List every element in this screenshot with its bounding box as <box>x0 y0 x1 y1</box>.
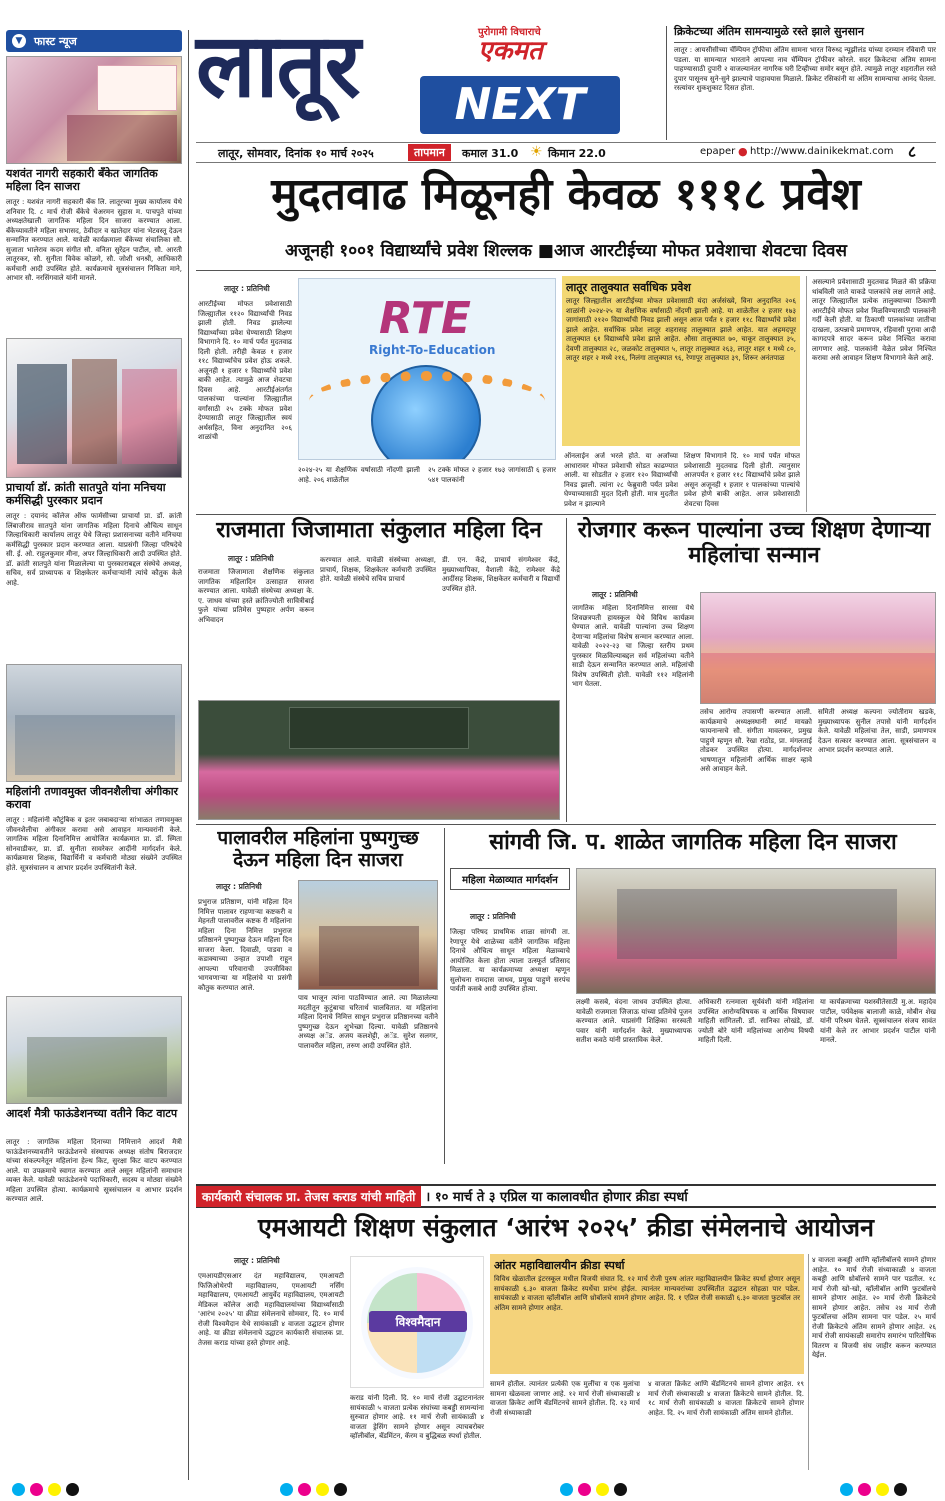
rte-title: RTE <box>379 293 471 344</box>
sidebar-photo-1 <box>6 56 182 164</box>
rojgar-col3: समिती अध्यक्ष कल्पना ज्योतीराम खडके, मुख्याध्यापक सुनील तपासे यांनी मार्गदर्शन केले. यावेळी महिलांचा तेल, साडी, प्रमाणपत्र देऊन सत्कार करण्यात आला. सूत्रसंचालन व आभार प्रदर्शन करण्यात आले. <box>818 708 936 754</box>
jijamata-byline: लातूर : प्रतिनिधी <box>228 554 274 563</box>
registration-mark <box>560 1483 573 1496</box>
sidebar-story2-body: लातूर : दयानंद कॉलेज ऑफ फार्मसीच्या प्राचार्या प्रा. डॉ. क्रांती लिंबाजीराव सातपुते यांना जागतिक महिला दिनाचे औचित्य साधून जिल्हाधिकारी कार्यालय लातूर येथे जिल्हा प्रशासनाच्या वतीने मनिचया कर्मसिद्धी पुरस्कार प्रदान करण्यात आला. याप्रसंगी जिल्हा परिषदेचे सी. ई. ओ. राहुलकुमार मीना, अपर जिल्हाधिकारी आदी उपस्थित होते. डॉ. क्रांती सातपुते यांना मिळालेल्या या पुरस्काराबद्दल संस्थेचे अध्यक्ष, सचिव, सर्व प्राध्यापक व शिक्षकेतर कर्मचाऱ्यांनी त्यांचे कौतुक केले आहे. <box>6 512 182 587</box>
sports-banner-text: । १० मार्च ते ३ एप्रिल या कालावधीत होणार क्रीडा स्पर्धा <box>425 1190 688 1205</box>
registration-mark <box>614 1483 627 1496</box>
pushpaguchha-headline: पालावरील महिलांना पुष्पगुच्छ देऊन महिला दिन साजरा <box>217 827 419 871</box>
sidebar-tag <box>6 30 182 52</box>
rte-subtitle: Right-To-Education <box>369 343 496 357</box>
rte-fact-box <box>562 276 800 446</box>
registration-mark <box>840 1483 853 1496</box>
registration-mark <box>280 1483 293 1496</box>
cricket-teaser-title: क्रिकेटच्या अंतिम सामन्यामुळे रस्ते झाले सुनसान <box>674 26 936 43</box>
rojgar-col2: तसेच आरोग्य तपासणी करण्यात आली. कार्यक्रमाचे अध्यक्षस्थानी स्मार्ट मायक्रो फायनान्सचे सौ. संगीता मावलकर, प्रमुख पाहुणे म्हणून सौ. रेखा राठोड, प्रा. मंगलताई तोडकर उपस्थित होत्या. मार्गदर्शनपर भाषणातून महिलांनी आर्थिक साक्षर व्हावे असे आवाहन केले. <box>700 708 812 773</box>
registration-mark <box>894 1483 907 1496</box>
masthead-next: NEXT <box>420 76 620 134</box>
rte-fact-box-body: लातूर जिल्ह्यातील आरटीईच्या मोफत प्रवेशासाठी यंदा अर्जसंख्ये, विना अनुदानित २०६ शाळांनी २०२४-२५ या शैक्षणिक वर्षासाठी नोंदणी झाली आहे. या शाळेतील २ हजार १७३ जागांसाठी २१२० विद्यार्थ्यांची निवड झाली असून आज पर्यंत १ हजार ११८ विद्यार्थ्यांचे प्रवेश झाले आहेत. सर्वाधिक प्रवेश लातूर शहरासह तालुक्यात झाले आहेत. यात अहमदपूर तालुक्यात ६१ विद्यार्थ्यांचे प्रवेश झाले आहेत. औसा तालुक्यात ७०, चाकूर तालुक्यात ३५, देवणी तालुक्यात २८, जळकोट तालुक्यात ५, लातूर तालुक्यात २६३, लातूर शहर १ मध्ये ८०, लातूर शहर २ मध्ये २१६, निलंगा तालुक्यात ९६, रेणापूर तालुक्यात ३९, शिरूर अनंतपाळ <box>566 297 796 362</box>
page-number: ८ <box>907 142 917 161</box>
sangvi-byline: लातूर : प्रतिनिधी <box>470 912 516 921</box>
sidebar-photo-3 <box>6 664 182 782</box>
sangvi-col4: या कार्यक्रमाच्या यशस्वीतेसाठी मु.अ. महादेव पाटील, पर्यवेक्षक बालाजी काळे, मोबीन शेख यांनी परिश्रम घेतले. सूत्रसंचालन संजय सावंत यांनी केले तर आभार प्रदर्शन पाटील यांनी मानले. <box>820 998 936 1044</box>
mit-col4: सामने होतील. त्यानंतर प्रत्येकी एक मुलींचा व एक मुलांचा सामना खेळवला जाणार आहे. १२ मार्च रोजी संध्याकाळी ४ वाजता क्रिकेट आणि बॅडमिंटनचे सामने होतील. दि. १३ मार्च रोजी संध्याकाळी <box>490 1380 640 1417</box>
cricket-teaser-body: लातूर : आयसीसीच्या चॅम्पियन ट्रॉफीचा अंतिम सामना भारत विरुध्द न्यूझीलंड यांच्या दरम्यान रविवारी पार पडला. या सामन्यात भारताने आपल्या नाव चॅम्पियन ट्रॉफीवर कोरले. सदर क्रिकेटचा अंतिम सामना पाहण्यासाठी दुपारी २ वाजल्यानंतर नागरिक घरी टिव्हीच्या समोर बसून होते. त्यामुळे लातूर शहरातील रस्ते दुपार पासूनच सुने-सुने झाल्याचे पाहावयास मिळाले. क्रिकेट रसिकांनी या अंतिम सामन्याचा आनंद घेतला. रस्त्यांवर शुकशुकाट दिसत होता. <box>674 46 936 92</box>
registration-mark <box>298 1483 311 1496</box>
sports-banner-red: कार्यकारी संचालक प्रा. तेजस कराड यांची माहिती <box>196 1186 421 1207</box>
jijamata-col3: डी. एन. केंद्रे, प्राचार्य संगमेश्वर केंद्रे, मुख्याध्यापिका, वैशाली केंद्रे, रामेश्वर केंद्रे आदींसह शिक्षक, शिक्षकेतर कर्मचारी व विद्यार्थी उपस्थित होते. <box>442 556 560 593</box>
temperature-max: कमाल 31.0 <box>462 147 519 160</box>
globe-icon: ● <box>738 145 748 158</box>
rojgar-photo <box>700 592 936 704</box>
sidebar-story3-body: लातूर : महिलांनी कौटुंबिक व इतर जबाबदाऱ्या सांभाळत तणावमुक्त जीवनशैलीचा अंगीकार करावा असे आवाहन मान्यवरांनी केले. जागतिक महिला दिनानिमित्त आयोजित कार्यक्रमात प्रा. डॉ. स्मिता सोनवाडीकर, प्रा. डॉ. सुनीता सावरेकर आदींनी मार्गदर्शन केले. कार्यक्रमास शिक्षक, विद्यार्थिनी व कर्मचारी मोठ्या संख्येने उपस्थित होते. सूत्रसंचालन व आभार प्रदर्शन उपस्थितांनी केले. <box>6 816 182 872</box>
rte-illustration <box>298 278 556 460</box>
registration-mark <box>30 1483 43 1496</box>
epaper-label: epaper <box>700 146 736 157</box>
registration-mark <box>48 1483 61 1496</box>
mit-col6: ४ वाजता कबड्डी आणि व्हॉलीबॉलचे सामने होणार आहेत. १० मार्च रोजी संध्याकाळी ४ वाजता कबड्डी आणि थ्रोबॉलचे सामने पार पडतील. १८ मार्च रोजी खो-खो, व्हॉलीबॉल आणि फुटबॉलचे सामने होणार आहेत. २० मार्च रोजी क्रिकेटचे सामने होणार आहेत. तसेच २४ मार्च रोजी फुटबॉलचा अंतिम सामना पार पडेल. २५ मार्च रोजी क्रिकेटचे अंतिम सामने होणार आहेत. २६ मार्च रोजी सायंकाळी समारोप समारंभ पारितोषिक वितरण व विजयी संघ जाहीर करून करण्यात येईल. <box>812 1256 936 1359</box>
lead-col6: असल्याने प्रवेशासाठी मुदतवाढ मिळते की प्रक्रिया थांबविली जाते याकडे पालकांचे लक्ष लागले आहे. लातूर जिल्ह्यातील प्रत्येक तालुक्याच्या ठिकाणी आरटीईचे मोफत प्रवेश मिळविण्यासाठी पालकांनी गर्दी केली होती. या ठिकाणी पालकांच्या जातीचा दाखला, उत्पन्नाचे प्रमाणपत्र, रहिवासी पुरावा आदी कागदपत्रे सादर करून प्रवेश निश्चित करावा लागणार आहे. पालकांनी वेळेत प्रवेश निश्चित करावा असे आवाहन शिक्षण विभागाने केले आहे. <box>812 278 936 362</box>
sangvi-headline: सांगवी जि. प. शाळेत जागतिक महिला दिन साजरा <box>489 830 897 855</box>
rojgar-byline: लातूर : प्रतिनिधी <box>592 590 638 599</box>
lead-col1: आरटीईच्या मोफत प्रवेशासाठी जिल्ह्यातील ११२० विद्यार्थ्यांची निवड झाली होती. निवड झालेल्या विद्यार्थ्यांच्या प्रवेश घेण्यासाठी शिक्षण विभागाने दि. १० मार्च पर्यंत मुदतवाढ दिली होती. तरीही केवळ १ हजार ११८ विद्यार्थ्यांचेच प्रवेश होऊ शकले. अजूनही १ हजार १ विद्यार्थ्यांचे प्रवेश बाकी आहेत. त्यामुळे आज शेवटचा दिवस आहे. आरटीईअंतर्गत पालकांच्या पाल्यांना जिल्ह्यातील वर्गांसाठी २५ टक्के मोफत प्रवेश देण्यासाठी लातूर जिल्ह्यातील स्वयं अर्थसहित, विना अनुदानित २०६ शाळांची <box>198 300 292 441</box>
lead-col3: २५ टक्के मोफत २ हजार १७३ जागांसाठी ६ हजार ५४१ पालकांनी <box>428 466 556 484</box>
pushpaguchha-col1: प्रभुराज प्रतिष्ठाण, यांनी महिला दिन निमित्त पालावर राहणाऱ्या कष्टकरी व मेहनती पालावरील कष्टक री महिलांना महिला दिना निमित्त प्रभुराज प्रतिष्ठानने पुष्पगुच्छ देऊन महिला दिन साजरा केला. दिवाळी, पाडवा व कडाक्याच्या उन्हात उपाशी राहून आपल्या परिवाराची उपजीविका भागवणाऱ्या या महिलांचे या प्रसंगी कौतुक करण्यात आले. <box>198 898 292 992</box>
pushpaguchha-byline: लातूर : प्रतिनिधी <box>216 882 262 891</box>
sidebar-photo-2 <box>6 338 182 478</box>
vishwamaidan-logo-text: विश्वमैदान <box>369 1311 467 1332</box>
sidebar-story4-body: लातूर : जागतिक महिला दिनाच्या निमित्ताने आदर्श मैत्री फाऊंडेशनच्यावतीने फाऊंडेशनचे संस्थापक अध्यक्ष संतोष बिराजदार यांच्या संकल्पनेतून महिलांना हेल्थ किट, सुरक्षा किट वाटप करण्यात आले. या उपक्रमाचे स्वागत करण्यात आले असून महिलांनी समाधान व्यक्त केले. यावेळी फाऊंडेशनचे पदाधिकारी, सदस्य व मोठ्या संख्येने महिला उपस्थित होत्या. कार्यक्रमाचे सूत्रसंचालन व आभार प्रदर्शन करण्यात आले. <box>6 1138 182 1203</box>
intercollegiate-box-body: विविध खेळातील इंटरस्कूल मधील विजयी संघात दि. १२ मार्च रोजी पुरुष आंतर महाविद्यालयीन क्रिकेट स्पर्धा होणार असून सायंकाळी ६.३० वाजता क्रिकेट स्पर्धेचा प्रारंभ होईल. त्यानंतर मान्यवरांच्या उपस्थितीत उद्घाटन सोहळा पार पडेल. सायंकाळी ४ वाजता व्हॉलीबॉल आणि थ्रोबॉलचे सामने होणार आहेत. दि. १ एप्रिल रोजी सकाळी ६.३० वाजता फुटबॉल तर अंतिम सामने होणार आहेत. <box>494 1275 800 1312</box>
registration-mark <box>316 1483 329 1496</box>
sun-icon: ☀ <box>530 144 543 160</box>
lead-col5: शिक्षण विभागाने दि. १० मार्च पर्यंत मोफत प्रवेशासाठी मुदतवाढ दिली होती. त्यानुसार आजपर्यंत १ हजार ११८ विद्यार्थ्यांचे प्रवेश झाले असून अजूनही १ हजार १ पालकांच्या पाल्यांचे प्रवेश होणे बाकी आहेत. आज प्रवेशासाठी शेवटचा दिवस <box>684 452 800 508</box>
sangvi-photo <box>576 868 936 994</box>
sangvi-col1: जिल्हा परिषद प्राथमिक शाळा सांगवी ता. रेणापूर येथे शाळेच्या वतीने जागतिक महिला दिनाचे औचित्य साधून महिला मेळाव्याचे आयोजित केला होता त्याला उत्स्फूर्त प्रतिसाद मिळाला. या कार्यक्रमाच्या अध्यक्षा म्हणून सुलोचना रामदास जाधव, प्रमुख पाहुणे सरपंच पार्वती कसबे आदी उपस्थित होत्या. <box>450 928 570 993</box>
lead-subhead: अजूनही १००१ विद्यार्थ्यांचे प्रवेश शिल्लक ■आज आरटीईच्या मोफत प्रवेशाचा शेवटचा दिवस <box>285 241 847 261</box>
mit-col2: कराड यांनी दिली. दि. १० मार्च रोजी उद्घाटनानंतर सायंकाळी ५ वाजता प्रत्येक संघांच्या कबड्डी सामन्यांना सुरुवात होणार आहे. ११ मार्च रोजी सायंकाळी ४ वाजता ड्रेसिंग सामने होणार असून त्याचबरोबर व्हॉलीबॉल, बॅडमिंटन, कॅरम व बुद्धिबळ स्पर्धा होतील. <box>350 1394 484 1440</box>
fast-news-icon: ▼ <box>12 34 26 48</box>
rte-fact-box-title: लातूर तालुक्यात सर्वाधिक प्रवेश <box>566 281 691 294</box>
sangvi-subbox: महिला मेळाव्यात मार्गदर्शन <box>450 868 570 890</box>
pushpaguchha-photo <box>298 880 438 990</box>
sports-banner <box>196 1184 936 1208</box>
sidebar-story3-title: महिलांनी तणावमुक्त जीवनशैलीचा अंगीकार करावा <box>6 785 179 811</box>
sidebar-story4-title: आदर्श मैत्री फाऊंडेशनच्या वतीने किट वाटप <box>6 1107 178 1120</box>
website-link[interactable]: http://www.dainikekmat.com <box>750 146 894 157</box>
vishwamaidan-logo <box>350 1256 484 1388</box>
registration-mark <box>596 1483 609 1496</box>
mit-col1: एमआयडीएसआर दंत महाविद्यालय, एमआयटी फिजिओथेरपी महाविद्यालय, एमआयटी नर्सिंग महाविद्यालय, एमआयटी आयुर्वेद महाविद्यालय, एमआयटी मेडिकल कॉलेज आदी महाविद्यालयांच्या विद्यार्थ्यांसाठी 'आरंभ २०२५' या क्रीडा संमेलनाचे सोमवार, दि. १० मार्च रोजी विश्वमैदान येथे सायंकाळी ४ वाजता उद्घाटन होणार आहे. या क्रीडा संमेलनाचे उद्घाटन कार्यकारी संचालक प्रा. तेजस कराड यांच्या हस्ते होणार आहे. <box>198 1272 344 1347</box>
mit-headline: एमआयटी शिक्षण संकुलात ‘आरंभ २०२५’ क्रीडा संमेलनाचे आयोजन <box>258 1213 874 1242</box>
rojgar-col1: जागतिक महिला दिनानिमित्त सारसा येथे शिवछत्रपती हायस्कूल येथे विविध कार्यक्रम घेण्यात आले. यावेळी पाल्यांना उच्च शिक्षण देणाऱ्या महिलांचा विशेष सन्मान करण्यात आला. यावेळी २०२२-२३ चा जिल्हा स्तरीय प्रथम पुरस्कार मिळविल्याबद्दल सर्व महिलांच्या वतीने साडी देऊन सन्मानित करण्यात आले. महिलांची विशेष उपस्थिती होती. यावेळी ११२ महिलांनी भाग घेतला. <box>572 604 694 688</box>
intercollegiate-box-title: आंतर महाविद्यालयीन क्रीडा स्पर्धा <box>494 1259 625 1272</box>
lead-byline: लातूर : प्रतिनिधी <box>224 284 270 293</box>
sidebar-story1-body: लातूर : यशवंत नागरी सहकारी बँक लि. लातूरच्या मुख्य कार्यालय येथे शनिवार दि. ८ मार्च रोजी बँकेचे चेअरमन सुहास म. पाचपुते यांच्या अध्यक्षतेखाली जागतिक महिला दिन साजरा करण्यात आला. बँकेच्यावतीने महिला सभासद, ठेवीदार व खातेदार यांना भेटवस्तू देऊन सन्मानित करण्यात आले. यावेळी कार्यक्रमाला बँकेच्या संचालिका सौ. सुजाता भालेराव कदम संगीत सौ. वनिता सुरेंद्रन पाटील, सौ. आरती लातूरकर, सौ. सुनीता विवेक कोळगे, सौ. जोशी धनश्री, आधिकारी कर्मचारी आदी उपस्थित होते. कार्यक्रमाचे सूत्रसंचालन निकिता माने, आभार सौ. नरसिंगवाले यांनी मानले. <box>6 198 182 282</box>
temperature-min: किमान 22.0 <box>548 147 606 160</box>
lead-col4: ऑनलाईन अर्ज भरले होते. या अर्जांच्या आधारावर मोफत प्रवेशाची सोडत काढण्यात आली. या सोडतीत २ हजार १२० विद्यार्थ्यांची निवड झाली. त्यांना २८ फेब्रुवारी पर्यंत प्रवेश घेण्याच्यासाठी मुदत दिली होती. मात्र मुदतीत प्रवेश न झाल्याने <box>564 452 678 508</box>
registration-mark <box>858 1483 871 1496</box>
jijamata-col2: करण्यात आले. यावेळी संस्थेच्या अध्यक्षा, प्राचार्य, शिक्षक, शिक्षकेतर कर्मचारी उपस्थित होते. यावेळी संस्थेचे सचिव प्राचार्य <box>320 556 436 583</box>
mit-byline: लातूर : प्रतिनिधी <box>234 1256 280 1265</box>
children-ring <box>309 371 545 431</box>
registration-mark <box>578 1483 591 1496</box>
lead-headline: मुदतवाढ मिळूनही केवळ १११८ प्रवेश <box>271 169 861 220</box>
brand-tagline: पुरोगामी विचाराचे <box>478 27 541 38</box>
sangvi-col2: लक्ष्मी कसबे, वंदना जाधव उपस्थित होत्या. यावेळी राजमाता जिजाऊ यांच्या प्रतिमेचे पूजन करण्यात आले. याप्रसंगी शिक्षिका सरस्वती पवार यांनी मार्गदर्शन केले. मुख्याध्यापक सतीश कवठे यांनी प्रास्ताविक केले. <box>576 998 692 1044</box>
rojgar-headline: रोजगार करून पाल्यांना उच्च शिक्षण देणाऱ्या महिलांचा सन्मान <box>577 518 931 569</box>
sidebar-story2-title: प्राचार्या डॉ. क्रांती सातपुते यांना मनिचया कर्मसिद्धी पुरस्कार प्रदान <box>6 481 166 507</box>
sangvi-col3: अधिकारी रत्नमाला सूर्यवंशी यांनी महिलांना उपस्थित आरोग्यविषयक व आर्थिक विषयावर माहिती सांगितली. डॉ. सानिका लोखंडे, डॉ. ज्योती बोरे यांनी महिलांच्या आरोग्य विषयी माहिती दिली. <box>698 998 814 1044</box>
sidebar-tag-label: फास्ट न्यूज <box>34 34 77 48</box>
dateline: लातूर, सोमवार, दिनांक १० मार्च २०२५ <box>218 147 374 160</box>
registration-mark <box>876 1483 889 1496</box>
jijamata-headline: राजमाता जिजामाता संकुलात महिला दिन <box>216 518 542 543</box>
sidebar-photo-4 <box>6 996 182 1104</box>
temperature-label: तापमान <box>408 144 451 161</box>
jijamata-photo <box>198 700 560 820</box>
masthead-title: लातूर <box>196 14 359 117</box>
registration-mark <box>334 1483 347 1496</box>
lead-col2: २०२४-२५ या शैक्षणिक वर्षासाठी नोंदणी झाली आहे. २०६ शाळेतील <box>298 466 420 484</box>
sidebar-story1-title: यशवंत नागरी सहकारी बँकेत जागतिक महिला दिन साजरा <box>6 167 158 193</box>
intercollegiate-box <box>490 1254 804 1374</box>
brand-logo: एकमत <box>478 36 543 66</box>
mit-col5: ४ वाजता क्रिकेट आणि बॅडमिंटनचे सामने होणार आहेत. १९ मार्च रोजी संध्याकाळी ४ वाजता क्रिकेटचे सामने होतील. दि. १८ मार्च रोजी सायंकाळी ४ वाजता क्रिकेटचे सामने होणार आहेत. दि. २५ मार्च रोजी सायंकाळी अंतिम सामने होतील. <box>648 1380 804 1417</box>
registration-mark <box>66 1483 79 1496</box>
pushpaguchha-col2: पाय भाजून त्यांना पाठविण्यात आले. त्या मिळालेल्या मदतीतून कुटुंबाचा चरितार्थ चालवितात. या महिलांना महिला दिनाचे निमित्त साधून प्रभुराज प्रतिष्ठानच्या वतीने पुष्पगुच्छ देऊन शुभेच्छा दिल्या. यावेळी प्रतिष्ठानचे अध्यक्ष अॅड. अजय कलशेट्टी, अॅड. सुरेश सलगर, पालावरील महिला, तरुण आदी उपस्थित होते. <box>298 994 438 1050</box>
registration-mark <box>12 1483 25 1496</box>
jijamata-col1: राजमाता जिजामाता शैक्षणिक संकुलात जागतिक महिलादिन उत्साहात साजरा करण्यात आला. यावेळी संस्थेच्या अध्यक्षा के. ए. जाधव यांच्या हस्ते क्रांतिज्योती सावित्रीबाई फुले यांच्या प्रतिमेस पुष्पहार अर्पण करून अभिवादन <box>198 568 314 624</box>
